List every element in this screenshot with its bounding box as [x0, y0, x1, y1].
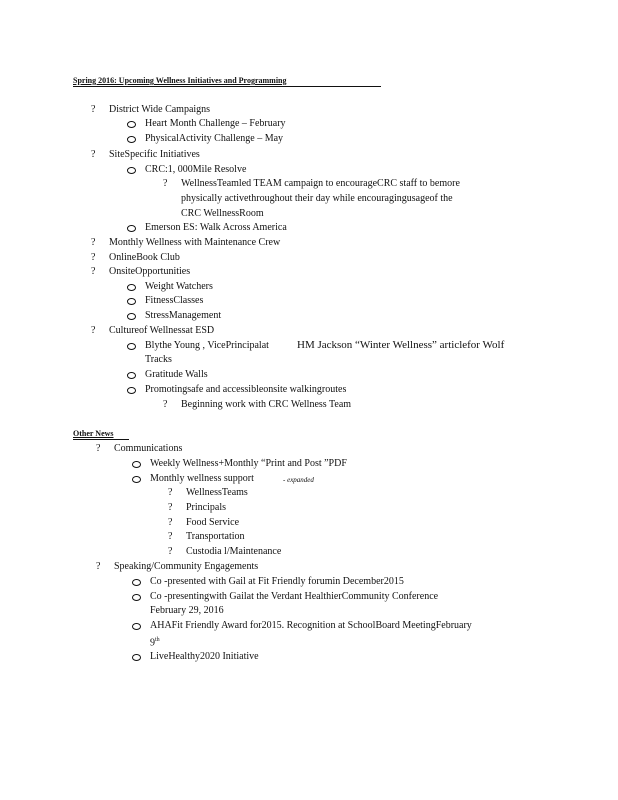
circle-bullet	[127, 372, 136, 379]
bullet: ?	[168, 502, 173, 513]
list-item: WellnessTeamled TEAM campaign to encourageCRC staff to bemore	[181, 178, 460, 189]
circle-bullet	[127, 387, 136, 394]
list-item: Heart Month Challenge – February	[145, 118, 286, 129]
aha-date-suffix: th	[155, 637, 160, 643]
bullet: ?	[91, 104, 96, 115]
list-item-continued: physically activethroughout their day while encouragingusageof the	[181, 193, 453, 204]
circle-bullet	[127, 121, 136, 128]
list-item: Emerson ES: Walk Across America	[145, 222, 287, 233]
list-item: OnlineBook Club	[109, 252, 180, 263]
bullet: ?	[91, 149, 96, 160]
list-item: Transportation	[186, 531, 245, 542]
other-news-rule	[73, 439, 129, 440]
list-item-emphasis: HM Jackson “Winter Wellness” articlefor Wolf	[297, 339, 505, 351]
circle-bullet	[127, 136, 136, 143]
title-rule	[73, 86, 381, 87]
list-item: Weight Watchers	[145, 281, 213, 292]
list-item: SiteSpecific Initiatives	[109, 149, 200, 160]
circle-bullet	[132, 654, 141, 661]
other-news-heading: Other News	[73, 429, 114, 438]
list-item: Monthly wellness support	[150, 473, 254, 484]
list-item: Weekly Wellness+Monthly “Print and Post ”PDF	[150, 458, 347, 469]
aha-date: 9	[150, 637, 155, 649]
list-item: Beginning work with CRC Wellness Team	[181, 399, 352, 410]
list-item: Food Service	[186, 517, 240, 528]
list-item: AHAFit Friendly Award for2015. Recognition at SchoolBoard MeetingFebruary	[150, 620, 472, 631]
bullet: ?	[96, 443, 101, 454]
bullet: ?	[91, 252, 96, 263]
list-item: FitnessClasses	[145, 295, 204, 306]
list-item: Monthly Wellness with Maintenance Crew	[109, 237, 281, 248]
circle-bullet	[132, 461, 141, 468]
list-item: StressManagement	[145, 310, 222, 321]
list-item: Gratitude Walls	[145, 369, 208, 380]
expanded-note: - expanded	[283, 476, 314, 484]
bullet: ?	[91, 237, 96, 248]
list-item: Co -presented with Gail at Fit Friendly forumin December2015	[150, 576, 404, 587]
list-item: Principals	[186, 502, 226, 513]
circle-bullet	[127, 284, 136, 291]
bullet: ?	[168, 517, 173, 528]
circle-bullet	[127, 343, 136, 350]
bullet: ?	[168, 487, 173, 498]
list-item-continued: February 29, 2016	[150, 605, 224, 616]
list-item: Speaking/Community Engagements	[114, 561, 259, 572]
list-item: WellnessTeams	[186, 487, 248, 498]
list-item: Promotingsafe and accessibleonsite walkingroutes	[145, 384, 347, 395]
circle-bullet	[132, 623, 141, 630]
list-item: OnsiteOpportunities	[109, 266, 191, 277]
bullet: ?	[91, 266, 96, 277]
bullet: ?	[163, 178, 168, 189]
list-item: Blythe Young , VicePrincipalat	[145, 340, 269, 351]
circle-bullet	[132, 594, 141, 601]
list-item: PhysicalActivity Challenge – May	[145, 133, 284, 144]
list-item: Communications	[114, 443, 183, 454]
circle-bullet	[132, 579, 141, 586]
list-item: LiveHealthy2020 Initiative	[150, 651, 259, 662]
bullet: ?	[168, 546, 173, 557]
document-title: Spring 2016: Upcoming Wellness Initiatives and Programming	[73, 76, 287, 85]
list-item: Custodia l/Maintenance	[186, 546, 282, 557]
circle-bullet	[127, 225, 136, 232]
circle-bullet	[132, 476, 141, 483]
list-item-continued: Tracks	[145, 354, 172, 365]
bullet: ?	[96, 561, 101, 572]
list-item: District Wide Campaigns	[109, 104, 211, 115]
bullet: ?	[168, 531, 173, 542]
list-item: Co -presentingwith Gailat the Verdant HealthierCommunity Conference	[150, 591, 439, 602]
bullet: ?	[163, 399, 168, 410]
list-item-continued: CRC WellnessRoom	[181, 208, 264, 219]
list-item: Cultureof Wellnessat ESD	[109, 325, 215, 336]
circle-bullet	[127, 167, 136, 174]
circle-bullet	[127, 298, 136, 305]
bullet: ?	[91, 325, 96, 336]
list-item: CRC:1, 000Mile Resolve	[145, 164, 247, 175]
list-item-continued	[150, 634, 160, 649]
circle-bullet	[127, 313, 136, 320]
